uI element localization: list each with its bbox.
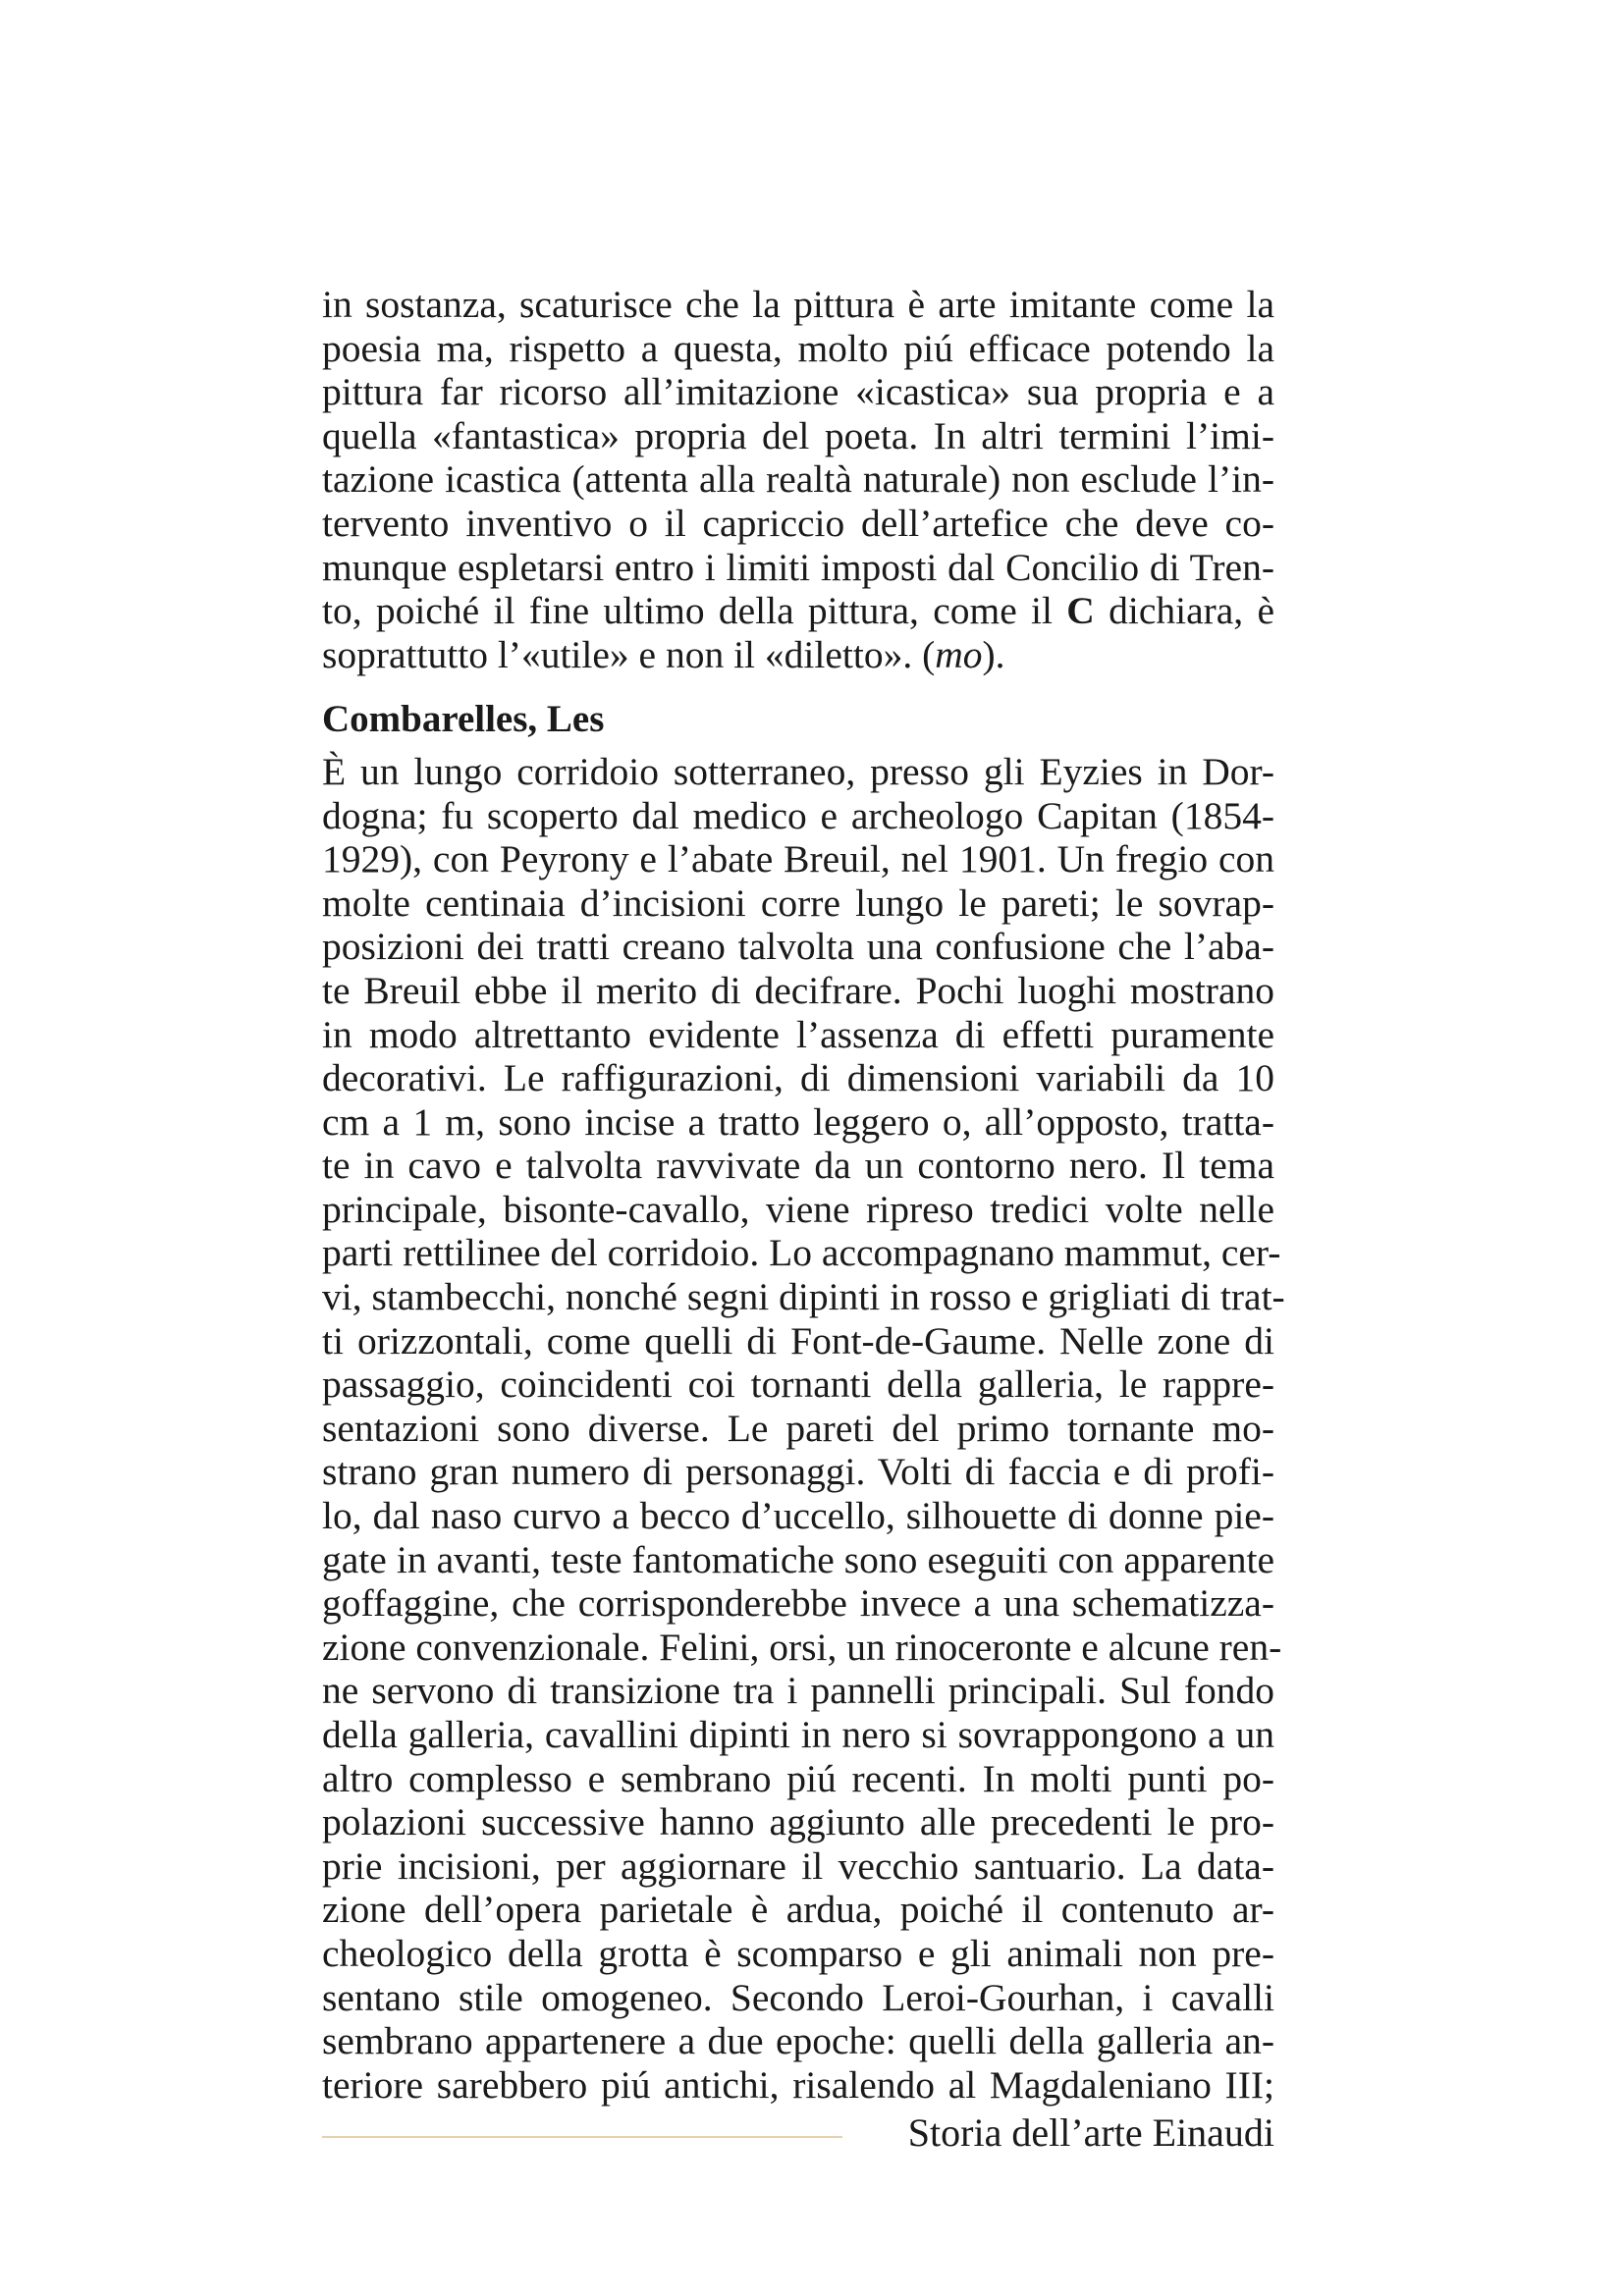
text-segment: ).: [982, 632, 1005, 676]
text-line: altro complesso e sembrano piú recenti. In molti punti po-: [322, 1756, 1274, 1800]
text-line: gate in avanti, teste fantomatiche sono eseguiti con apparente: [322, 1537, 1274, 1581]
author-initials: mo: [935, 632, 983, 676]
cross-reference: C: [1066, 589, 1095, 633]
text-line: zione convenzionale. Felini, orsi, un rinoceronte e alcune ren-: [322, 1625, 1282, 1669]
text-line: sentazioni sono diverse. Le pareti del primo tornante mo-: [322, 1406, 1274, 1450]
text-line: prie incisioni, per aggiornare il vecchio santuario. La data-: [322, 1843, 1274, 1888]
text-line: teriore sarebbero piú antichi, risalendo al Magdaleniano III;: [322, 2062, 1274, 2107]
entry-title: Combarelles, Les: [322, 698, 605, 741]
text-line: lo, dal naso curvo a becco d’uccello, silhouette di donne pie-: [322, 1494, 1274, 1538]
text-segment: dichiara, è: [1094, 589, 1274, 633]
text-line: [322, 633, 1274, 677]
continuation-paragraph: [322, 283, 1274, 676]
footer-title: Storia dell’arte Einaudi: [907, 2110, 1274, 2155]
text-line: zione dell’opera parietale è ardua, poiché il contenuto ar-: [322, 1888, 1274, 1932]
text-line: posizioni dei tratti creano talvolta una confusione che l’aba-: [322, 925, 1274, 969]
text-column: [322, 283, 1285, 2107]
text-line: poesia ma, rispetto a questa, molto piú efficace potendo la: [322, 326, 1274, 370]
text-line: principale, bisonte-cavallo, viene ripreso tredici volte nelle: [322, 1187, 1274, 1231]
text-line: polazioni successive hanno aggiunto alle precedenti le pro-: [322, 1800, 1274, 1844]
text-line: della galleria, cavallini dipinti in nero si sovrappongono a un: [322, 1713, 1274, 1756]
text-segment: to, poiché il fine ultimo della pittura, come il: [322, 589, 1067, 633]
footer-rule: [322, 2136, 842, 2138]
text-segment: soprattutto l’«utile» e non il «diletto». (: [322, 632, 936, 676]
text-line: te Breuil ebbe il merito di decifrare. Pochi luoghi mostrano: [322, 968, 1274, 1012]
text-line: È un lungo corridoio sotterraneo, presso gli Eyzies in Dor-: [322, 749, 1274, 793]
text-line: quella «fantastica» propria del poeta. In altri termini l’imi-: [322, 413, 1274, 457]
text-line: in sostanza, scaturisce che la pittura è arte imitante come la: [322, 283, 1274, 326]
text-line: parti rettilinee del corridoio. Lo accompagnano mammut, cer-: [322, 1231, 1281, 1275]
text-line: tervento inventivo o il capriccio dell’artefice che deve co-: [322, 501, 1274, 545]
text-line: sentano stile omogeneo. Secondo Leroi-Gourhan, i cavalli: [322, 1975, 1274, 2019]
text-line: strano gran numero di personaggi. Volti di faccia e di profi-: [322, 1450, 1274, 1494]
text-line: molte centinaia d’incisioni corre lungo le pareti; le sovrap-: [322, 881, 1274, 925]
text-line: tazione icastica (attenta alla realtà naturale) non esclude l’in-: [322, 457, 1274, 502]
text-line: ti orizzontali, come quelli di Font-de-Gaume. Nelle zone di: [322, 1318, 1274, 1362]
text-line: cheologico della grotta è scomparso e gli animali non pre-: [322, 1931, 1274, 1975]
text-line: dogna; fu scoperto dal medico e archeologo Capitan (1854-: [322, 793, 1274, 837]
text-line: in modo altrettanto evidente l’assenza di effetti puramente: [322, 1012, 1274, 1056]
text-line: vi, stambecchi, nonché segni dipinti in rosso e grigliati di trat-: [322, 1275, 1285, 1319]
text-line: sembrano appartenere a due epoche: quelli della galleria an-: [322, 2019, 1274, 2063]
text-line: te in cavo e talvolta ravvivate da un contorno nero. Il tema: [322, 1144, 1274, 1188]
text-line: [322, 589, 1274, 633]
text-line: goffaggine, che corrisponderebbe invece a una schematizza-: [322, 1581, 1274, 1626]
text-line: cm a 1 m, sono incise a tratto leggero o, all’opposto, tratta-: [322, 1099, 1274, 1144]
text-line: pittura far ricorso all’imitazione «icastica» sua propria e a: [322, 370, 1274, 414]
text-line: decorativi. Le raffigurazioni, di dimensioni variabili da 10: [322, 1056, 1274, 1100]
text-line: 1929), con Peyrony e l’abate Breuil, nel 1901. Un fregio con: [322, 837, 1274, 881]
text-line: munque espletarsi entro i limiti imposti dal Concilio di Tren-: [322, 545, 1274, 589]
text-line: passaggio, coincidenti coi tornanti della galleria, le rappre-: [322, 1362, 1274, 1407]
entry-body: [322, 749, 1285, 2107]
text-line: ne servono di transizione tra i pannelli principali. Sul fondo: [322, 1669, 1274, 1713]
